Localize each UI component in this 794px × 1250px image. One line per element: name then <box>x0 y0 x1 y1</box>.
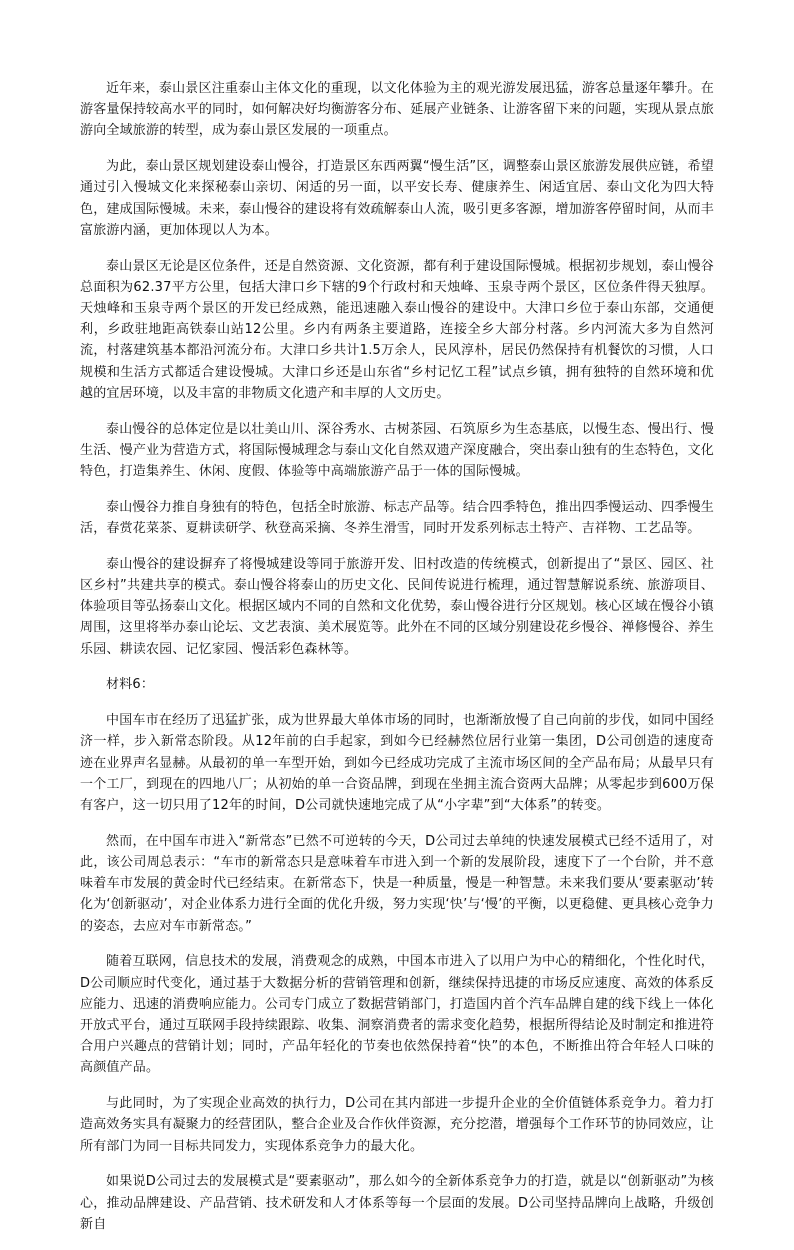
paragraph-7: 中国车市在经历了迅猛扩张，成为世界最大单体市场的同时，也渐渐放慢了自己向前的步伐，如同中国经济一样，步入新常态阶段。从12年前的白手起家，到如今已经赫然位居行业第一集团，D公司创造的速度奇迹在业界声名显赫。从最初的单一车型开始，到如今已经成功完成了主流市场区间的全产品布局；从最早只有一个工厂，到现在的四地八厂；从初始的单一合资品牌，到现在坐拥主流合资两大品牌；从零起步到600万保有客户，这一切只用了12年的时间，D公司就快速地完成了从“小字辈”到“大体系”的转变。 <box>80 713 714 814</box>
paragraph-10: 与此同时，为了实现企业高效的执行力，D公司在其内部进一步提升企业的全价值链体系竞争力。着力打造高效务实具有凝聚力的经营团队，整合企业及合作伙伴资源，充分挖潜，增强每个工作环节的协同效应，让所有部门为同一目标共同发力，实现体系竞争力的最大化。 <box>80 1096 714 1154</box>
document-page <box>80 78 714 1250</box>
paragraph-11: 如果说D公司过去的发展模式是“要素驱动”，那么如今的全新体系竞争力的打造，就是以“创新驱动”为核心，推动品牌建设、产品营销、技术研发和人才体系等每一个层面的发展。D公司坚持品牌向上战略，升级创新自 <box>80 1174 714 1232</box>
paragraph-6: 泰山慢谷的建设摒弃了将慢城建设等同于旅游开发、旧村改造的传统模式，创新提出了“景区、园区、社区乡村”共建共享的模式。泰山慢谷将泰山的历史文化、民间传说进行梳理，通过智慧解说系统、旅游项目、体验项目等弘扬泰山文化。根据区域内不同的自然和文化优势，泰山慢谷进行分区规划。核心区域在慢谷小镇周围，这里将举办泰山论坛、文艺表演、美术展览等。此外在不同的区域分别建设花乡慢谷、禅修慢谷、养生乐园、耕读农园、记忆家园、慢活彩色森林等。 <box>80 556 714 657</box>
material-label: 材料6： <box>106 677 155 693</box>
paragraph-5: 泰山慢谷力推自身独有的特色，包括全时旅游、标志产品等。结合四季特色，推出四季慢运动、四季慢生活，春赏花菜茶、夏耕读研学、秋登高采摘、冬养生滑雪，同时开发系列标志土特产、吉祥物、工艺品等。 <box>80 499 714 537</box>
paragraph-1: 近年来，泰山景区注重泰山主体文化的重现，以文化体验为主的观光游发展迅猛，游客总量逐年攀升。在游客量保持较高水平的同时，如何解决好均衡游客分布、延展产业链条、让游客留下来的问题，实现从景点旅游向全域旅游的转型，成为泰山景区发展的一项重点。 <box>80 81 714 139</box>
paragraph-2: 为此，泰山景区规划建设泰山慢谷，打造景区东西两翼“慢生活”区，调整泰山景区旅游发展供应链，希望通过引入慢城文化来探秘泰山亲切、闲适的另一面，以平安长寿、健康养生、闲适宜居、泰山文化为四大特色，建成国际慢城。未来，泰山慢谷的建设将有效疏解泰山人流，吸引更多客源，增加游客停留时间，从而丰富旅游内涵，更加体现以人为本。 <box>80 159 714 238</box>
paragraph-8: 然而，在中国车市进入“新常态”已然不可逆转的今天，D公司过去单纯的快速发展模式已经不适用了，对此，该公司周总表示：“车市的新常态只是意味着车市进入到一个新的发展阶段，速度下了一个台阶，并不意味着车市发展的黄金时代已经结束。在新常态下，快是一种质量，慢是一种智慧。未来我们要从‘要素驱动’转化为‘创新驱动’，对企业体系力进行全面的优化升级，努力实现‘快’与‘慢’的平衡，以更稳健、更具核心竞争力的姿态，去应对车市新常态。” <box>80 833 714 934</box>
paragraph-4: 泰山慢谷的总体定位是以壮美山川、深谷秀水、古树茶园、石筑原乡为生态基底，以慢生态、慢出行、慢生活、慢产业为营造方式，将国际慢城理念与泰山文化自然双遗产深度融合，突出泰山独有的生态特色，文化特色，打造集养生、休闲、度假、体验等中高端旅游产品于一体的国际慢城。 <box>80 421 714 480</box>
paragraph-9: 随着互联网，信息技术的发展，消费观念的成熟，中国本市进入了以用户为中心的精细化，个性化时代，D公司顺应时代变化，通过基于大数据分析的营销管理和创新，继续保持迅捷的市场反应速度、高效的体系反应能力、迅速的消费响应能力。公司专门成立了数据营销部门，打造国内首个汽车品牌自建的线下线上一体化开放式平台，通过互联网手段持续跟踪、收集、洞察消费者的需求变化趋势，根据所得结论及时制定和推进符合用户兴趣点的营销计划；同时，产品年轻化的节奏也依然保持着“快”的本色，不断推出符合年轻人口味的高颜值产品。 <box>80 954 714 1076</box>
paragraph-3: 泰山景区无论是区位条件，还是自然资源、文化资源，都有利于建设国际慢城。根据初步规划，泰山慢谷总面积为62.37平方公里，包括大津口乡下辖的9个行政村和天烛峰、玉泉寺两个景区，区位条件得天独厚。天烛峰和玉泉寺两个景区的开发已经成熟，能迅速融入泰山慢谷的建设中。大津口乡位于泰山东部，交通便利，乡政驻地距高铁泰山站12公里。乡内有两条主要道路，连接全乡大部分村落。乡内河流大多为自然河流，村落建筑基本都沿河流分布。大津口乡共计1.5万余人，民风淳朴，居民仍然保持有机餐饮的习惯，人口规模和生活方式都适合建设慢城。大津口乡还是山东省“乡村记忆工程”试点乡镇，拥有独特的自然环境和优越的宜居环境，以及丰富的非物质文化遗产和丰厚的人文历史。 <box>80 258 714 401</box>
